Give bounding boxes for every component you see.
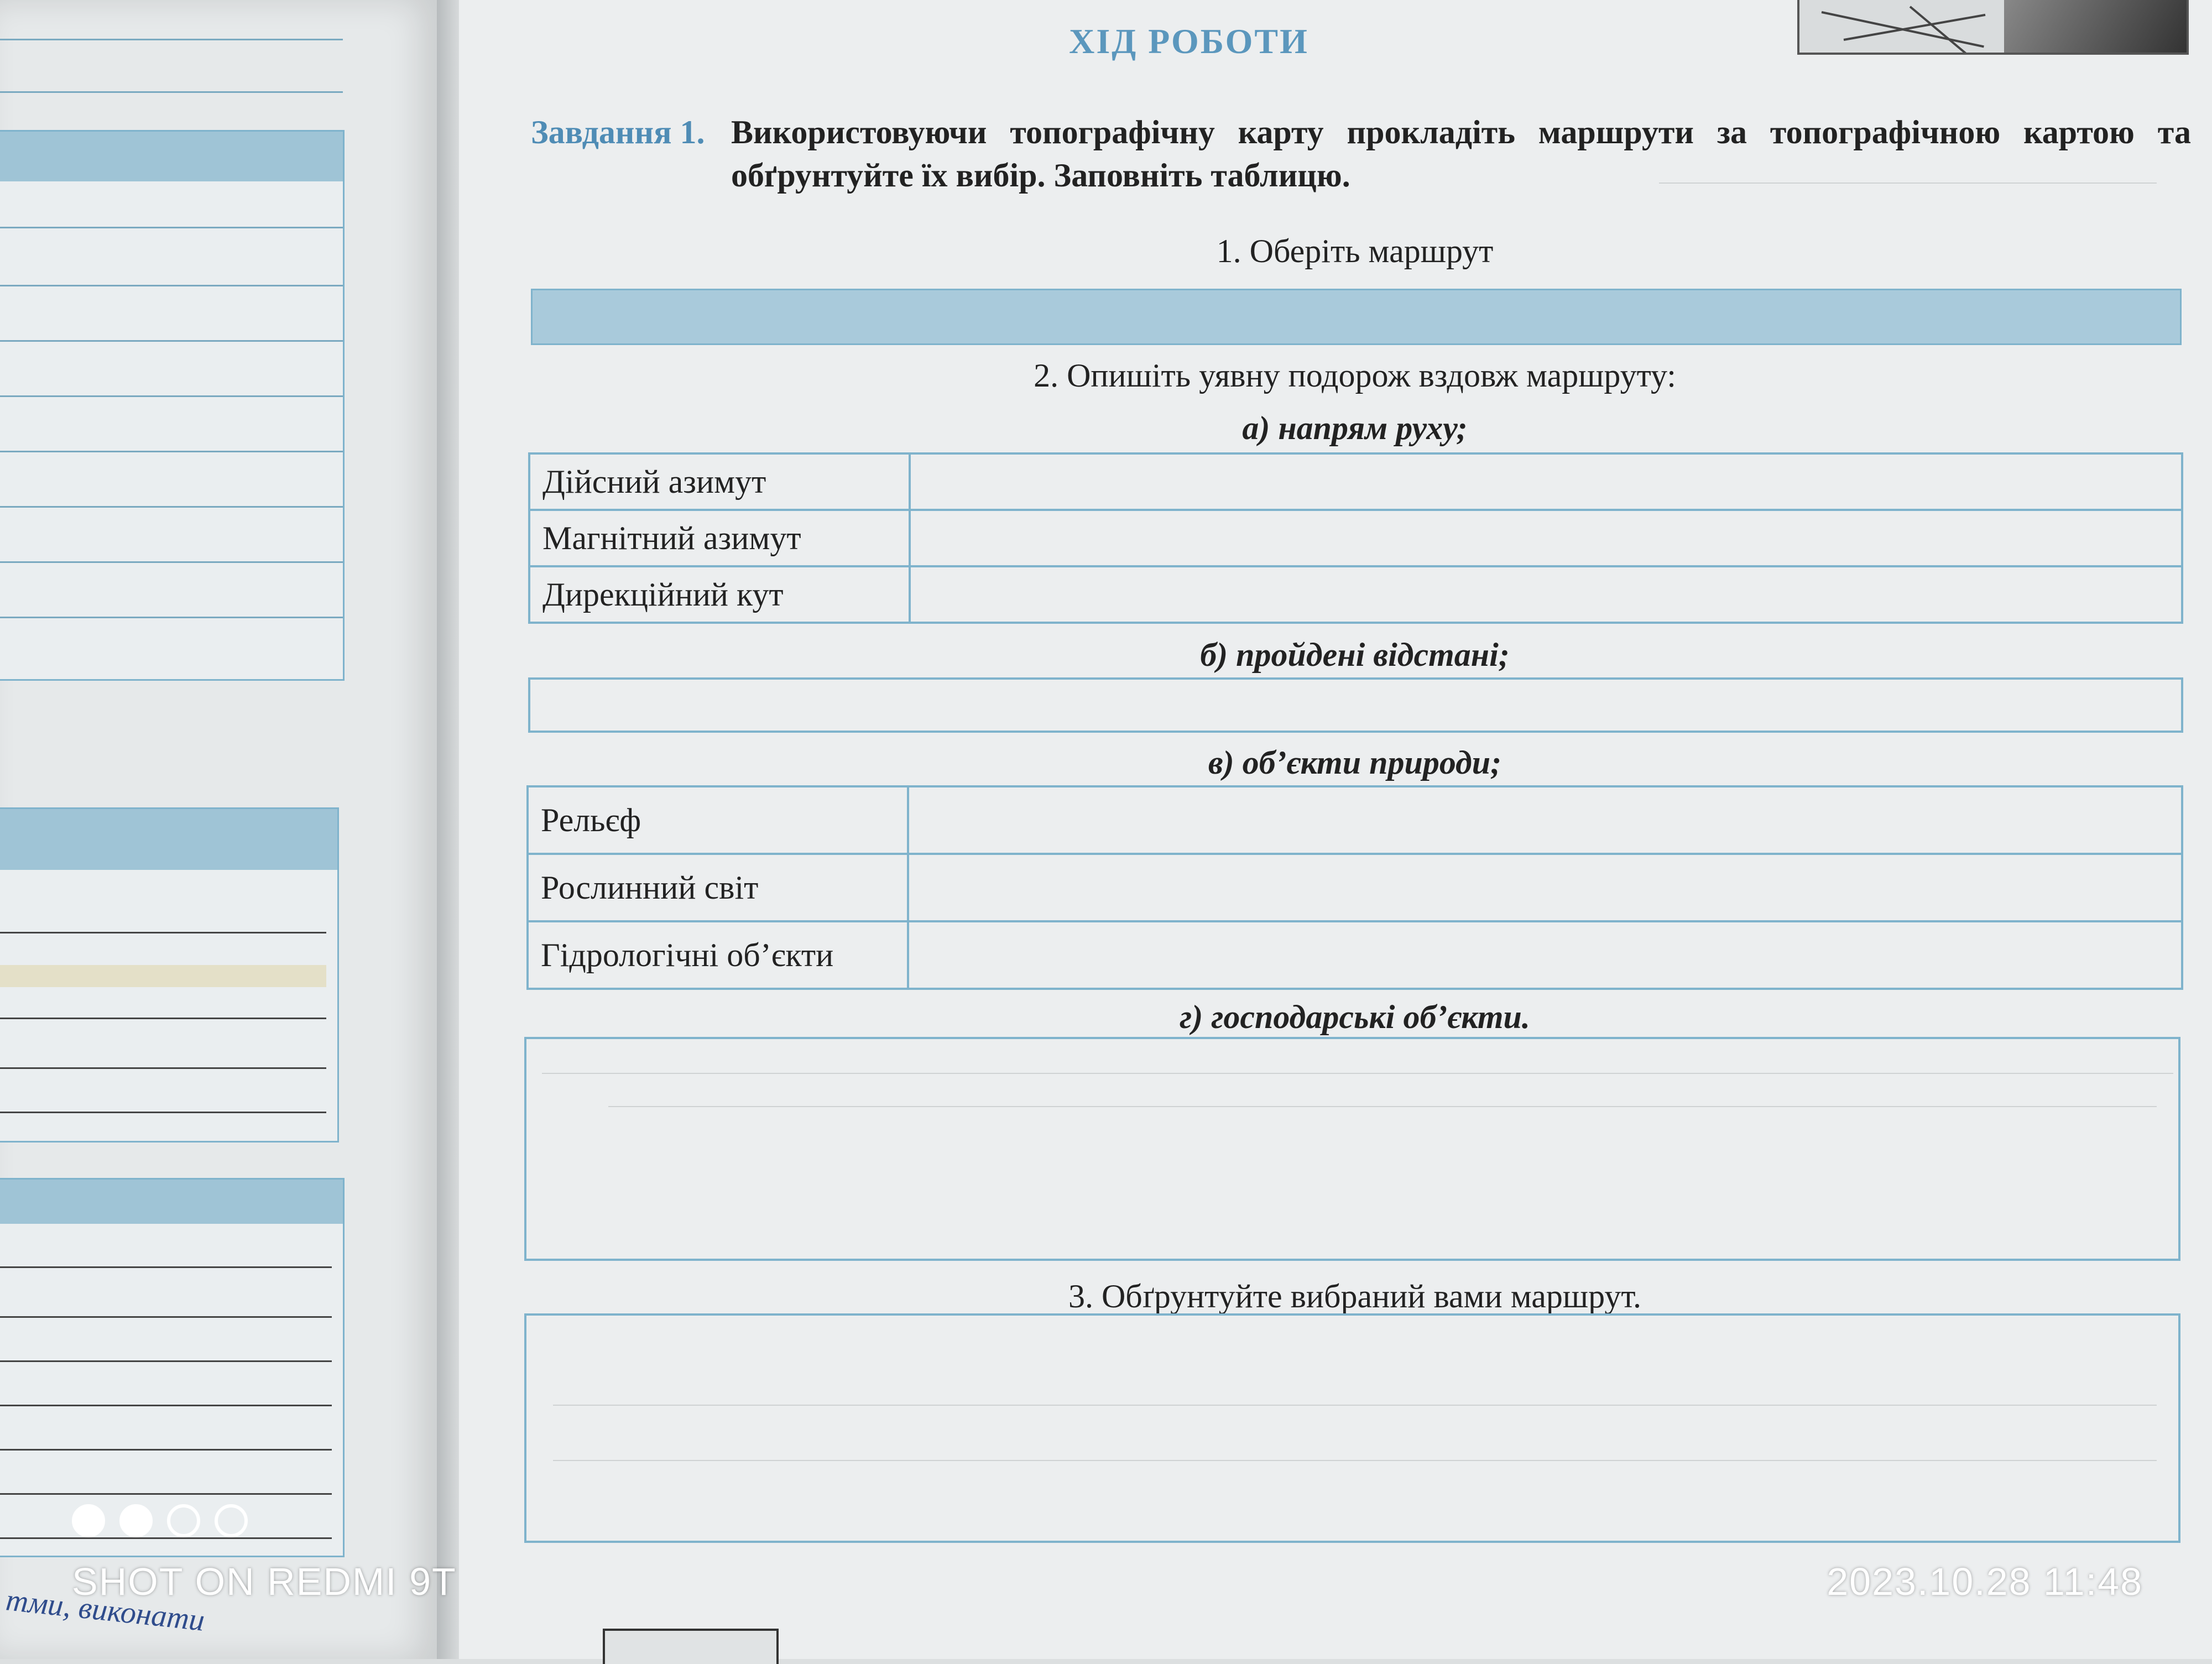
left-rule: [0, 1537, 332, 1539]
left-rule: [0, 227, 343, 228]
route-input-band[interactable]: [531, 289, 2182, 345]
left-rule: [0, 1018, 326, 1019]
step2-title: 2. Опишіть уявну подорож вздовж маршруту:: [1034, 357, 1676, 394]
left-rule: [0, 1493, 332, 1495]
left-table: [0, 1178, 345, 1557]
dot-icon: [119, 1504, 153, 1537]
map-contour: [1910, 6, 1979, 55]
left-band: [0, 1180, 343, 1224]
left-rule: [0, 506, 343, 508]
justification-box[interactable]: [524, 1313, 2180, 1543]
table-row: [529, 566, 2182, 623]
left-rule: [0, 932, 326, 933]
table-row: [528, 786, 2182, 854]
left-rule: [0, 1067, 326, 1069]
page-title: ХІД РОБОТИ: [1069, 22, 1309, 61]
left-rule: [0, 1266, 332, 1268]
task-text: Використовуючи топографічну карту прокладіть маршрути за топографічною картою та обґрунтуйте їх вибір. Заповніть таблицю.: [731, 114, 2191, 194]
table-row: [529, 453, 2182, 510]
direction-table: [528, 452, 2183, 624]
left-rule: [0, 39, 343, 40]
table-row: [528, 921, 2182, 989]
table-row: [528, 854, 2182, 921]
map-shading: [2004, 0, 2187, 53]
left-rule: [0, 340, 343, 342]
footer-tab: [603, 1629, 779, 1664]
left-rule: [0, 1360, 332, 1362]
economic-objects-box[interactable]: [524, 1037, 2180, 1261]
left-rule: [0, 395, 343, 397]
true-azimuth-label: Дійсний азимут: [529, 453, 910, 510]
step2-a-title: а) напрям руху;: [1242, 410, 1468, 446]
step2-b-title: б) пройдені відстані;: [1200, 637, 1510, 673]
left-rule: [0, 451, 343, 452]
left-rule: [0, 561, 343, 563]
left-page: [0, 0, 437, 1659]
left-band: [0, 809, 337, 870]
distance-box[interactable]: [528, 677, 2183, 733]
handwritten-note: тми, виконати: [4, 1583, 207, 1638]
magnetic-azimuth-label: Магнітний азимут: [529, 510, 910, 566]
relief-label: Рельєф: [528, 786, 908, 854]
left-band: [0, 132, 343, 181]
left-rule: [0, 91, 343, 93]
map-contour: [1844, 14, 1986, 41]
grid-angle-label: Дирекційний кут: [529, 566, 910, 623]
step3-title: 3. Обґрунтуйте вибраний вами маршрут.: [1068, 1278, 1642, 1314]
left-rule: [0, 617, 343, 618]
camera-dots: [72, 1504, 248, 1537]
left-highlight: [0, 965, 326, 987]
camera-timestamp: 2023.10.28 11:48: [1827, 1560, 2143, 1603]
step1-title: 1. Оберіть маршрут: [1216, 233, 1494, 269]
hydrology-cell[interactable]: [908, 921, 2182, 989]
left-rule: [0, 1316, 332, 1318]
left-rule: [0, 1112, 326, 1113]
left-rule: [0, 1405, 332, 1406]
dot-icon: [167, 1504, 200, 1537]
table-row: [529, 510, 2182, 566]
dot-icon: [215, 1504, 248, 1537]
step2-c-title: в) об’єкти природи;: [1208, 744, 1502, 781]
relief-cell[interactable]: [908, 786, 2182, 854]
camera-watermark: SHOT ON REDMI 9T: [72, 1560, 457, 1603]
nature-table: [526, 785, 2183, 990]
vegetation-cell[interactable]: [908, 854, 2182, 921]
grid-angle-cell[interactable]: [910, 566, 2182, 623]
left-table: [0, 130, 345, 681]
step2-d-title: г) господарські об’єкти.: [1180, 999, 1530, 1035]
page-gutter: [437, 0, 459, 1659]
task-label: Завдання 1.: [531, 114, 705, 150]
true-azimuth-cell[interactable]: [910, 453, 2182, 510]
left-rule: [0, 285, 343, 286]
map-thumbnail: [1797, 0, 2189, 55]
vegetation-label: Рослинний світ: [528, 854, 908, 921]
magnetic-azimuth-cell[interactable]: [910, 510, 2182, 566]
left-rule: [0, 1449, 332, 1451]
dot-icon: [72, 1504, 105, 1537]
hydrology-label: Гідрологічні об’єкти: [528, 921, 908, 989]
